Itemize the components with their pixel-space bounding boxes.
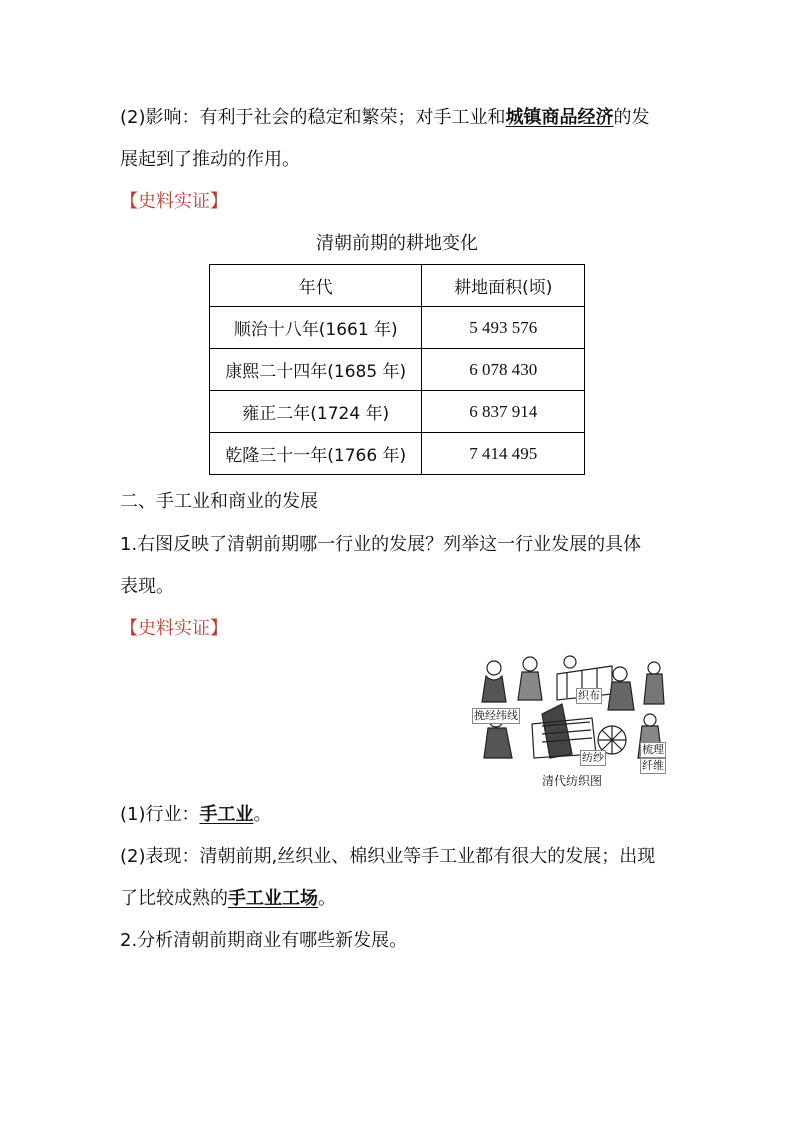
evidence-tag-2: 【史料实证】: [120, 618, 228, 639]
table-row: [210, 349, 585, 391]
farmland-table: [209, 264, 585, 475]
cell-era: 康熙二十四年(1685 年): [210, 349, 422, 391]
label-combing: 梳理: [642, 743, 664, 756]
question-2: 2.分析清朝前期商业有哪些新发展。: [120, 930, 408, 951]
impact-continuation: 展起到了推动的作用。: [120, 149, 300, 170]
answer-1-suffix: 。: [253, 804, 272, 825]
header-area: 耕地面积(顷): [422, 265, 585, 307]
answer-2-prefix: 了比较成熟的: [120, 888, 228, 909]
table-row: [210, 433, 585, 475]
label-fiber: 纤维: [642, 759, 664, 772]
answer-2-line-2: [120, 887, 680, 911]
answer-2-emphasis: 手工业工场: [228, 888, 318, 909]
table-header-row: [210, 265, 585, 307]
header-era: 年代: [210, 265, 422, 307]
label-weaving: 织布: [578, 689, 600, 702]
cell-area: 7 414 495: [422, 433, 585, 475]
impact-emphasis: 城镇商品经济: [505, 107, 614, 128]
impact-line: [120, 106, 680, 130]
table-title: 清朝前期的耕地变化: [316, 233, 478, 254]
evidence-tag-1: 【史料实证】: [120, 191, 228, 212]
cell-era: 乾隆三十一年(1766 年): [210, 433, 422, 475]
section-two-heading: 二、手工业和商业的发展: [120, 491, 318, 512]
cell-era: 顺治十八年(1661 年): [210, 307, 422, 349]
label-warp-weft: 挽经纬线: [474, 709, 518, 722]
answer-2-suffix: 。: [318, 888, 336, 909]
table-row: [210, 307, 585, 349]
table-row: [210, 391, 585, 433]
question-1-line-1: 1.右图反映了清朝前期哪一行业的发展？列举这一行业发展的具体: [120, 534, 642, 555]
label-spinning: 纺纱: [582, 751, 604, 764]
answer-1: [120, 803, 680, 827]
answer-1-prefix: (1)行业：: [120, 804, 200, 825]
cell-area: 5 493 576: [422, 307, 585, 349]
impact-suffix: 的发: [613, 107, 650, 128]
figure-caption: 清代纺织图: [541, 774, 602, 788]
question-1-line-2: 表现。: [120, 576, 174, 597]
cell-era: 雍正二年(1724 年): [210, 391, 422, 433]
impact-prefix: (2)影响：有利于社会的稳定和繁荣；对手工业和: [120, 107, 506, 128]
cell-area: 6 078 430: [422, 349, 585, 391]
cell-area: 6 837 914: [422, 391, 585, 433]
answer-2-line-1: (2)表现：清朝前期,丝织业、棉织业等手工业都有很大的发展；出现: [120, 846, 656, 867]
answer-1-emphasis: 手工业: [199, 804, 254, 825]
